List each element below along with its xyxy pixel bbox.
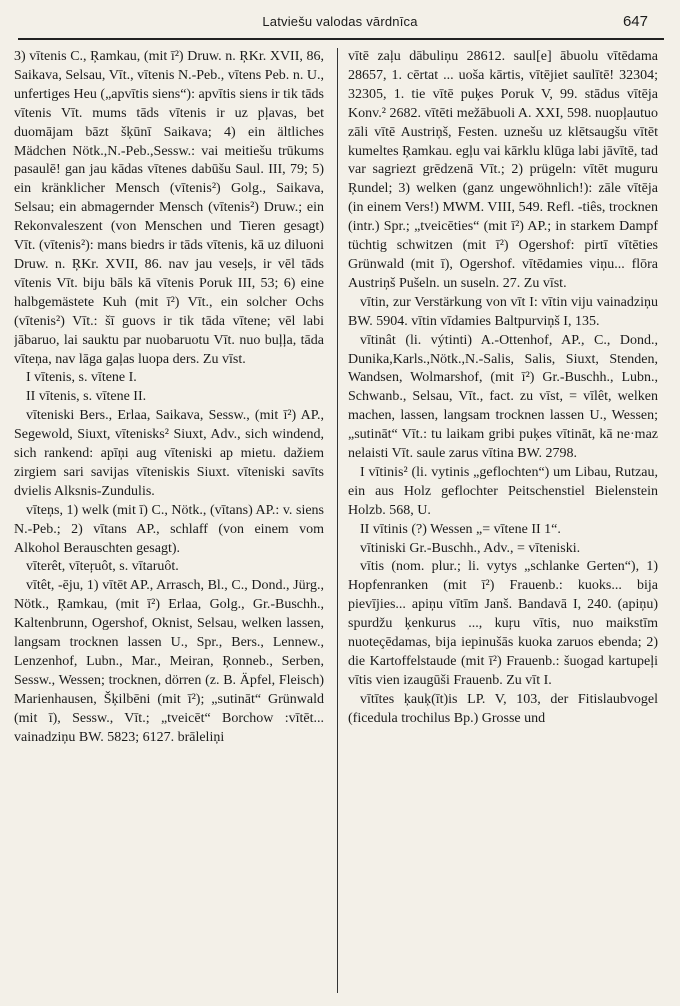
entry-ii-vitinis: II vītinis (?) Wessen „= vītene II 1“. [360, 521, 561, 537]
page-number: 647 [622, 13, 648, 30]
entry-viteret: vīterêt, vīteŗuôt, s. vītaruôt. [26, 559, 179, 575]
entry-vitis: vītis (nom. plur.; li. vytys „schlanke Gerten“), 1) Hopfenranken (mit ī²) Frauenb.: kuoks... bija pievījies... apiņu vītīm Janš. Bandavā I, 240. (apiņu) spurdžu ķenkurus ..., kuŗu vītis, nuo maikstīm nuoteçēdamas, bija iepinušās kuoka zaruos ebenda; 2) die Kartoffelstaude (mit ī²) Frauenb.: šuogad kartupeļi vītis vien izaugūši Frauenb. Zu vīt I. [348, 559, 658, 688]
entry-vitet-continued: vītē zaļu dābuliņu 28612. saul[e] ābuolu vītēdama 28657, 1. cērtat ... uoša kārtis, vītējiet saulītē! 32304; 32305, 1. tie vītē puķes Poruk V, 99. stādus vītēja Konv.² 2682. vītēti mežābuoli A. XXI, 598. nuopļautuo zāli vītē Austriņš, Festen. uznešu uz klētsaugšu vītēt kumeltes Ŗamkau. egļu vai kārklu klūga labi jāvītē, tad var sagriezt grēdzenā Vīt.; 2) prügeln: vītēt muguru Ŗundel; 3) welken (ganz ungewöhnlich!): zāle vītēja (in einem Vers!) MWM. VIII, 549. Refl. -tiês, trocknen (intr.) Spr.; „tveicēties“ (mit ī²) AP.; in starkem Dampf tüchtig schwitzen (mit ī²) Ogershof: pirtī vītēties Grünwald (mit ī), Ogershof. vītēdamies viņu... flōra Austriņš Pušeln. un suseln. 27. Zu vīst. [348, 49, 658, 291]
entry-vitens: vīteņs, 1) welk (mit ī) C., Nötk., (vītans) AP.: v. siens N.-Peb.; 2) vītans AP., schlaff (von einem vom Alkohol Berauschten gesagt). [14, 502, 324, 556]
right-column [348, 48, 658, 993]
entry-i-vitinis: I vītinis² (li. vytinis „geflochten“) um Libau, Rutzau, ein aus Holz geflochter Peitschenstiel Bielenstein Holzb. 568, U. [348, 464, 658, 518]
entry-vitinat: vītinât (li. výtinti) A.-Ottenhof, AP., C., Dond., Dunika,Karls.,Nötk.,N.-Salis, Salis, Siuxt, Stenden, Wandsen, Wolmarshof, (mit ī²) Gr.-Buschh., Lubn., Schwanb., Selsau, Vīt., fact. zu vīst, = vīlêt, welken machen, lassen, langsam trocknen lassen U., Wessen; „sutināt“ Vīt.: tu laikam gribi puķes vītināt, kā ne·maz nelaisti Vīt. saule zarus vītina BW. 2798. [348, 332, 658, 462]
entry-vitin: vītin, zur Verstärkung von vīt I: vītin viju vainadziņu BW. 5904. vītin vīdamies Baltpurviņš I, 135. [348, 294, 658, 329]
left-column [14, 48, 324, 993]
entry-ii-vitenis: II vītenis, s. vītene II. [26, 389, 147, 405]
entry-i-vitenis: I vītenis, s. vītene I. [26, 370, 137, 386]
page-header [0, 14, 680, 38]
entry-viteniski: vīteniski Bers., Erlaa, Saikava, Sessw., (mit ī²) AP., Segewold, Siuxt, vītenisks² Siuxt, Adv., sich windend, sich rankend: apīņi aug vīteniski ap mietu. dažiem zirgiem sari savijas vīteniskis Siuxt. vīteniski savīts dvielis Alksnis-Zundulis. [14, 408, 324, 499]
running-title: Latviešu valodas vārdnīca [262, 14, 418, 29]
entry-vitiniski: vītiniski Gr.-Buschh., Adv., = vīteniski. [360, 540, 581, 556]
entry-vitites: vītītes ķauķ(īt)is LP. V, 103, der Fitislaubvogel (ficedula trochilus Bp.) Grosse und [348, 691, 658, 726]
header-rule [18, 38, 664, 40]
entry-vitenis-senses: 3) vītenis C., Ŗamkau, (mit ī²) Druw. n. ŖKr. XVII, 86, Saikava, Selsau, Vīt., vītenis N.-Peb., vītens Peb. n. U., unfertiges Heu („apvītis siens“): apvītis siens ir tik tāds vītenis Vīt. mums tāds vītenis ir uz pļavas, bet duomājam bāzt šķūnī Saikava; 4) ein ältliches Mädchen Nötk.,N.-Peb.,Sessw.: vai meitiešu trūkums pasaulē! gan jau kādas vītenes dabūšu Saul. III, 79; 5) ein kränklicher Mensch (vītenis²) Golg., Saikava, Selsau; ein abmagernder Mensch (vītenis²) Druw.; ein Rekonvaleszent (von Menschen und Tieren gesagt) Vīt. (vītenis²): mans biedrs ir tāds vītenis, kā uz diluoni Druw. n. ŖKr. XVII, 86. nav jau veseļs, ir vēl tāds vītenis Vīt. biju bāls kā vītenis Poruk III, 53; 6) eine halbgemästete Kuh (mit ī²) Vīt., ein solcher Ochs (vītenis²) Vīt.: šī guovs ir tik tāda vītene; vēl labi jābaruo, lai sauktu par nuobaruotu Vīt. nuo buļļa, tāda vīteņa, nav lāga gaļas luopa ders. Zu vīst. [14, 49, 324, 367]
entry-vitet: vītêt, -ēju, 1) vītēt AP., Arrasch, Bl., C., Dond., Jürg., Nötk., Ŗamkau, (mit ī²) Erlaa, Golg., Gr.-Buschh., Kaltenbrunn, Ogershof, Oknist, Selsau, welken lassen, langsam trocknen lassen U., Spr., Bers., Lennew., Lenzenhof, Lubn., Mar., Meiran, Ŗonneb., Serben, Sessw., Wessen; trocknen, dörren (z. B. Äpfel, Fleisch) Marienhausen, Šķilbēni (mit ī²); „sutināt“ Grünwald (mit ī), Sessw., Vīt.; „tveicēt“ Borchow :vītēt... vainadziņu BW. 5823; 6127. brāleliņi [14, 578, 324, 745]
column-divider [337, 48, 338, 993]
